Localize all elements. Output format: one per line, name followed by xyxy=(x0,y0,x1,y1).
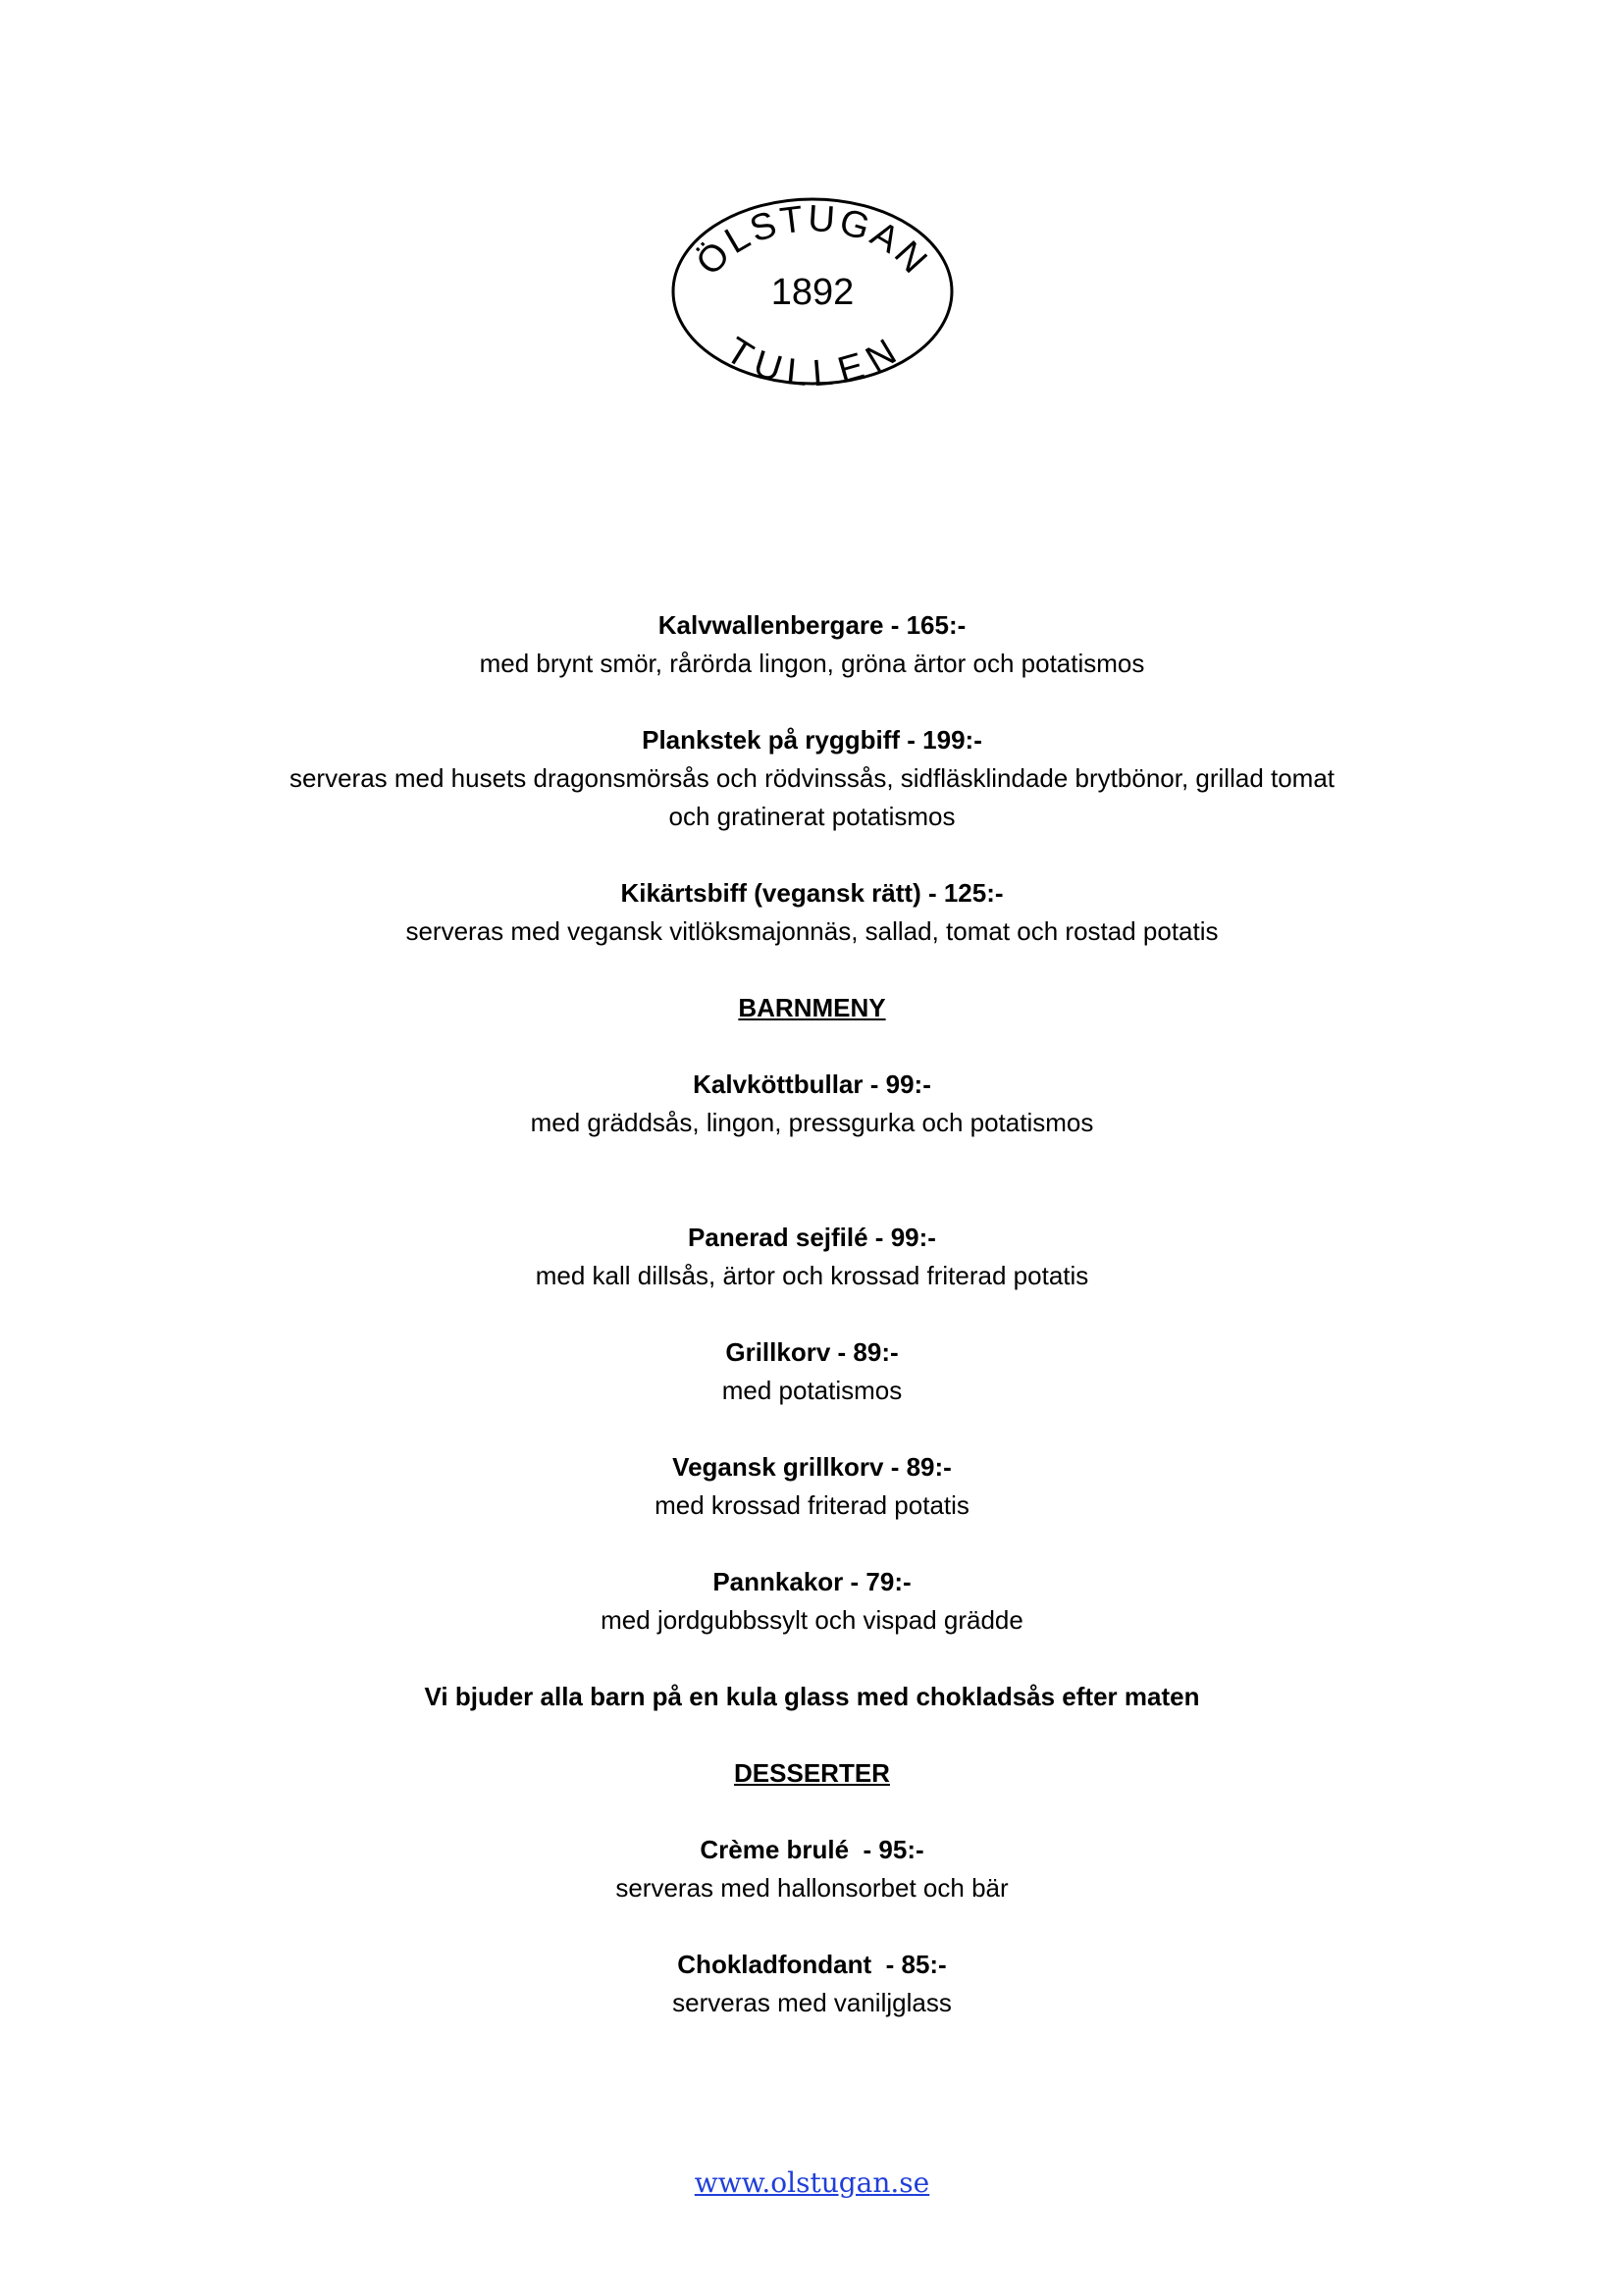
kids-dish xyxy=(0,1448,1624,1525)
dish-name: Chokladfondant - 85:- xyxy=(677,1950,947,1979)
desserts-heading: DESSERTER xyxy=(734,1758,890,1788)
main-dish xyxy=(0,874,1624,951)
dish-name: Plankstek på ryggbiff - 199:- xyxy=(642,725,982,755)
main-dish xyxy=(0,606,1624,683)
dish-name: Panerad sejfilé - 99:- xyxy=(688,1223,936,1252)
restaurant-logo xyxy=(670,193,955,390)
dish-description: med kall dillsås, ärtor och krossad friterad potatis xyxy=(535,1261,1089,1290)
kids-dish xyxy=(0,1563,1624,1640)
dish-description: med brynt smör, rårörda lingon, gröna ärtor och potatismos xyxy=(479,649,1145,678)
website-link[interactable]: www.olstugan.se xyxy=(694,2166,930,2199)
logo-top-text: ÖLSTUGAN xyxy=(688,197,937,284)
dish-name: Grillkorv - 89:- xyxy=(725,1337,899,1367)
dish-description-line: och gratinerat potatismos xyxy=(668,802,956,831)
menu xyxy=(0,606,1624,2022)
dish-description-line: serveras med husets dragonsmörsås och rödvinssås, sidfläsklindade brytbönor, grillad tomat xyxy=(288,763,1336,793)
dish-name: Kalvwallenbergare - 165:- xyxy=(657,610,967,640)
kids-dish xyxy=(0,1333,1624,1410)
kids-dish xyxy=(0,1066,1624,1142)
dish-description: serveras med hallonsorbet och bär xyxy=(615,1873,1009,1903)
dish-name: Kikärtsbiff (vegansk rätt) - 125:- xyxy=(620,878,1004,908)
dish-name: Crème brulé - 95:- xyxy=(700,1835,924,1864)
dish-name: Kalvköttbullar - 99:- xyxy=(693,1069,931,1099)
main-dish xyxy=(0,721,1624,836)
kids-menu-heading: BARNMENY xyxy=(738,993,886,1022)
dish-description: med gräddsås, lingon, pressgurka och potatismos xyxy=(530,1108,1094,1137)
logo-bottom-text: TULLEN xyxy=(718,330,907,390)
kids-ice-cream-note: Vi bjuder alla barn på en kula glass med chokladsås efter maten xyxy=(424,1682,1200,1711)
footer xyxy=(0,2166,1624,2199)
dessert-item xyxy=(0,1946,1624,2022)
dish-description: med jordgubbssylt och vispad grädde xyxy=(601,1605,1023,1635)
dish-description: serveras med vaniljglass xyxy=(672,1988,952,2017)
dish-description: serveras med vegansk vitlöksmajonnäs, sallad, tomat och rostad potatis xyxy=(405,916,1219,946)
logo-year: 1892 xyxy=(770,272,855,313)
dish-description: med krossad friterad potatis xyxy=(655,1490,969,1520)
dessert-item xyxy=(0,1831,1624,1907)
kids-dish xyxy=(0,1219,1624,1295)
dish-name: Vegansk grillkorv - 89:- xyxy=(672,1452,952,1482)
dish-name: Pannkakor - 79:- xyxy=(712,1567,912,1596)
dish-description: med potatismos xyxy=(721,1376,903,1405)
